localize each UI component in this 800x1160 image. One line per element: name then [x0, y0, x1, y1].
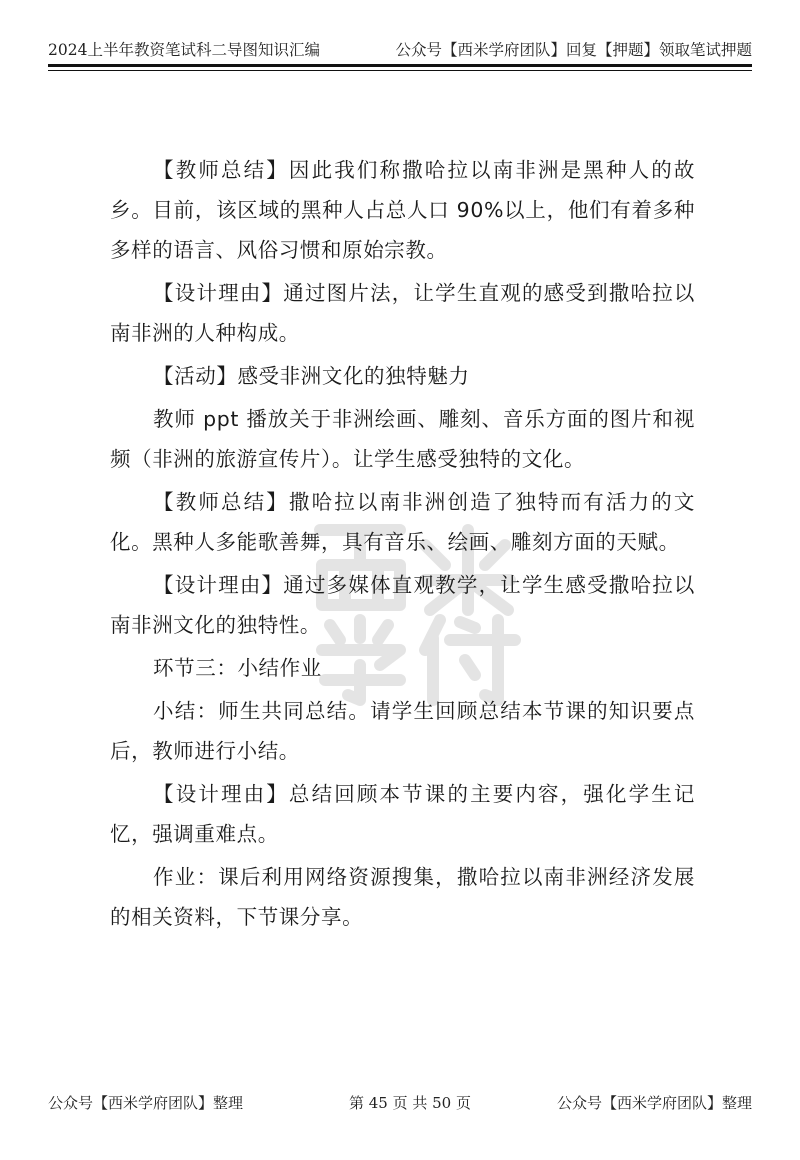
paragraph-design-reason-2: 【设计理由】通过多媒体直观教学，让学生感受撒哈拉以南非洲文化的独特性。	[110, 573, 695, 637]
header-rule-thin	[48, 70, 752, 71]
footer-left-credit: 公众号【西米学府团队】整理	[48, 1094, 244, 1112]
document-body	[110, 150, 695, 940]
paragraph-activity-description: 教师 ppt 播放关于非洲绘画、雕刻、音乐方面的图片和视频（非洲的旅游宣传片）。让学生感受独特的文化。	[110, 407, 695, 471]
paragraph-design-reason-3: 【设计理由】总结回顾本节课的主要内容，强化学生记忆，强调重难点。	[110, 782, 695, 846]
paragraph-homework: 作业：课后利用网络资源搜集，撒哈拉以南非洲经济发展的相关资料，下节课分享。	[110, 865, 695, 929]
header-rule-thick	[48, 64, 752, 67]
footer-right-credit: 公众号【西米学府团队】整理	[556, 1094, 752, 1112]
paragraph-activity-title: 【活动】感受非洲文化的独特魅力	[153, 364, 470, 388]
page-header	[48, 38, 752, 60]
paragraph-summary: 小结：师生共同总结。请学生回顾总结本节课的知识要点后，教师进行小结。	[110, 699, 695, 763]
paragraph-teacher-summary-2: 【教师总结】撒哈拉以南非洲创造了独特而有活力的文化。黑种人多能歌善舞，具有音乐、绘画、雕刻方面的天赋。	[110, 490, 695, 554]
paragraph-section-three-title: 环节三：小结作业	[153, 656, 322, 680]
paragraph-teacher-summary-1: 【教师总结】因此我们称撒哈拉以南非洲是黑种人的故乡。目前，该区域的黑种人占总人口 90%以上，他们有着多种多样的语言、风俗习惯和原始宗教。	[110, 158, 695, 262]
paragraph-design-reason-1: 【设计理由】通过图片法，让学生直观的感受到撒哈拉以南非洲的人种构成。	[110, 281, 695, 345]
header-title: 2024上半年教资笔试科二导图知识汇编	[48, 41, 320, 59]
page-footer	[48, 1092, 752, 1113]
header-promo: 公众号【西米学府团队】回复【押题】领取笔试押题	[395, 41, 752, 59]
page-number: 第 45 页 共 50 页	[348, 1094, 471, 1112]
